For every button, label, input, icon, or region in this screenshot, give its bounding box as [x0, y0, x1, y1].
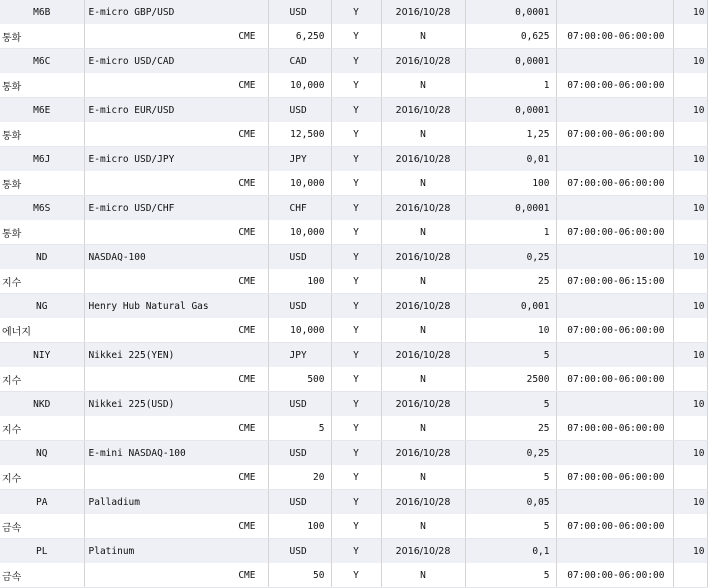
flag-y-cell: Y	[331, 49, 381, 74]
contract-size-cell: 10,000	[268, 73, 331, 98]
symbol-code-cell: M6B	[0, 0, 84, 24]
date-cell: 2016/10/28	[381, 294, 465, 319]
tick-size-cell: 0,1	[465, 539, 556, 564]
asset-class-cell: 금속	[0, 514, 84, 539]
currency-cell: USD	[268, 490, 331, 515]
table-row[interactable]	[0, 465, 707, 490]
trading-hours-cell: 07:00:00-06:00:00	[556, 318, 673, 343]
flag-y-cell: Y	[331, 98, 381, 123]
tick-size-cell: 0,001	[465, 294, 556, 319]
exchange-cell: CME	[84, 416, 268, 441]
date-cell: 2016/10/28	[381, 0, 465, 24]
currency-cell: JPY	[268, 147, 331, 172]
exchange-cell: CME	[84, 73, 268, 98]
currency-cell: USD	[268, 441, 331, 466]
trading-hours-cell: 07:00:00-06:00:00	[556, 514, 673, 539]
flag-y-cell: Y	[331, 318, 381, 343]
currency-cell: USD	[268, 539, 331, 564]
flag-y-cell: Y	[331, 147, 381, 172]
date-cell: 2016/10/28	[381, 245, 465, 270]
tick-value-cell: 10	[465, 318, 556, 343]
exchange-cell: CME	[84, 24, 268, 49]
exchange-cell: CME	[84, 367, 268, 392]
flag-n-cell: N	[381, 416, 465, 441]
tick-value-cell: 1	[465, 220, 556, 245]
symbol-code-cell: M6C	[0, 49, 84, 74]
table-row[interactable]	[0, 245, 707, 270]
asset-class-cell: 통화	[0, 171, 84, 196]
flag-y-cell: Y	[331, 539, 381, 564]
currency-cell: USD	[268, 245, 331, 270]
table-row[interactable]	[0, 196, 707, 221]
table-row[interactable]	[0, 122, 707, 147]
date-cell: 2016/10/28	[381, 98, 465, 123]
table-row[interactable]	[0, 24, 707, 49]
table-row[interactable]	[0, 563, 707, 588]
symbol-code-cell: ND	[0, 245, 84, 270]
tick-size-cell: 5	[465, 392, 556, 417]
contract-size-cell: 10,000	[268, 171, 331, 196]
symbol-code-cell: PL	[0, 539, 84, 564]
flag-n-cell: N	[381, 220, 465, 245]
table-row[interactable]	[0, 343, 707, 368]
empty-cell	[556, 49, 673, 74]
product-name-cell: E-micro GBP/USD	[84, 0, 268, 24]
empty-cell	[673, 24, 707, 49]
currency-cell: USD	[268, 392, 331, 417]
asset-class-cell: 통화	[0, 122, 84, 147]
date-cell: 2016/10/28	[381, 343, 465, 368]
exchange-cell: CME	[84, 465, 268, 490]
asset-class-cell: 에너지	[0, 318, 84, 343]
tick-size-cell: 0,01	[465, 147, 556, 172]
flag-y-cell: Y	[331, 269, 381, 294]
contract-size-cell: 20	[268, 465, 331, 490]
empty-cell	[556, 245, 673, 270]
empty-cell	[673, 514, 707, 539]
contract-size-cell: 12,500	[268, 122, 331, 147]
flag-y-cell: Y	[331, 245, 381, 270]
tick-size-cell: 0,0001	[465, 196, 556, 221]
trading-hours-cell: 07:00:00-06:00:00	[556, 24, 673, 49]
date-cell: 2016/10/28	[381, 147, 465, 172]
contract-size-cell: 500	[268, 367, 331, 392]
symbol-code-cell: NKD	[0, 392, 84, 417]
contract-size-cell: 50	[268, 563, 331, 588]
flag-y-cell: Y	[331, 220, 381, 245]
tick-size-cell: 0,0001	[465, 0, 556, 24]
last-value-cell: 10	[673, 539, 707, 564]
trading-hours-cell: 07:00:00-06:00:00	[556, 171, 673, 196]
tick-value-cell: 25	[465, 269, 556, 294]
exchange-cell: CME	[84, 514, 268, 539]
asset-class-cell: 통화	[0, 24, 84, 49]
contract-size-cell: 100	[268, 269, 331, 294]
exchange-cell: CME	[84, 122, 268, 147]
trading-hours-cell: 07:00:00-06:00:00	[556, 73, 673, 98]
flag-y-cell: Y	[331, 563, 381, 588]
exchange-cell: CME	[84, 563, 268, 588]
last-value-cell: 10	[673, 0, 707, 24]
date-cell: 2016/10/28	[381, 392, 465, 417]
asset-class-cell: 금속	[0, 563, 84, 588]
empty-cell	[556, 294, 673, 319]
empty-cell	[673, 416, 707, 441]
last-value-cell: 10	[673, 245, 707, 270]
contract-size-cell: 6,250	[268, 24, 331, 49]
last-value-cell: 10	[673, 441, 707, 466]
trading-hours-cell: 07:00:00-06:00:00	[556, 563, 673, 588]
tick-value-cell: 1,25	[465, 122, 556, 147]
empty-cell	[556, 0, 673, 24]
empty-cell	[673, 269, 707, 294]
table-row[interactable]	[0, 73, 707, 98]
tick-size-cell: 0,0001	[465, 98, 556, 123]
flag-y-cell: Y	[331, 367, 381, 392]
product-name-cell: Palladium	[84, 490, 268, 515]
tick-size-cell: 0,25	[465, 441, 556, 466]
flag-n-cell: N	[381, 563, 465, 588]
product-name-cell: E-micro USD/CHF	[84, 196, 268, 221]
flag-n-cell: N	[381, 367, 465, 392]
flag-y-cell: Y	[331, 416, 381, 441]
tick-size-cell: 0,25	[465, 245, 556, 270]
empty-cell	[556, 490, 673, 515]
flag-y-cell: Y	[331, 465, 381, 490]
trading-hours-cell: 07:00:00-06:00:00	[556, 122, 673, 147]
table-row[interactable]	[0, 514, 707, 539]
last-value-cell: 10	[673, 392, 707, 417]
contract-size-cell: 10,000	[268, 220, 331, 245]
flag-n-cell: N	[381, 24, 465, 49]
trading-hours-cell: 07:00:00-06:00:00	[556, 367, 673, 392]
currency-cell: JPY	[268, 343, 331, 368]
product-name-cell: E-micro EUR/USD	[84, 98, 268, 123]
flag-y-cell: Y	[331, 0, 381, 24]
flag-n-cell: N	[381, 514, 465, 539]
table-row[interactable]	[0, 269, 707, 294]
product-name-cell: E-mini NASDAQ-100	[84, 441, 268, 466]
exchange-cell: CME	[84, 171, 268, 196]
last-value-cell: 10	[673, 98, 707, 123]
empty-cell	[556, 98, 673, 123]
contract-size-cell: 5	[268, 416, 331, 441]
tick-value-cell: 2500	[465, 367, 556, 392]
symbol-code-cell: NQ	[0, 441, 84, 466]
contract-size-cell: 100	[268, 514, 331, 539]
currency-cell: USD	[268, 294, 331, 319]
last-value-cell: 10	[673, 49, 707, 74]
flag-n-cell: N	[381, 318, 465, 343]
table-row[interactable]	[0, 220, 707, 245]
flag-y-cell: Y	[331, 490, 381, 515]
flag-y-cell: Y	[331, 392, 381, 417]
last-value-cell: 10	[673, 294, 707, 319]
tick-size-cell: 0,0001	[465, 49, 556, 74]
empty-cell	[556, 392, 673, 417]
flag-n-cell: N	[381, 465, 465, 490]
empty-cell	[673, 122, 707, 147]
flag-n-cell: N	[381, 171, 465, 196]
product-name-cell: Platinum	[84, 539, 268, 564]
trading-hours-cell: 07:00:00-06:15:00	[556, 269, 673, 294]
table-row[interactable]	[0, 416, 707, 441]
exchange-cell: CME	[84, 269, 268, 294]
currency-cell: CAD	[268, 49, 331, 74]
exchange-cell: CME	[84, 318, 268, 343]
symbol-code-cell: M6E	[0, 98, 84, 123]
trading-hours-cell: 07:00:00-06:00:00	[556, 220, 673, 245]
asset-class-cell: 지수	[0, 465, 84, 490]
tick-value-cell: 100	[465, 171, 556, 196]
symbol-code-cell: PA	[0, 490, 84, 515]
last-value-cell: 10	[673, 196, 707, 221]
empty-cell	[556, 196, 673, 221]
empty-cell	[556, 147, 673, 172]
table-row[interactable]	[0, 147, 707, 172]
flag-n-cell: N	[381, 122, 465, 147]
exchange-cell: CME	[84, 220, 268, 245]
tick-value-cell: 5	[465, 514, 556, 539]
table-row[interactable]	[0, 0, 707, 24]
table-row[interactable]	[0, 490, 707, 515]
flag-y-cell: Y	[331, 73, 381, 98]
asset-class-cell: 지수	[0, 269, 84, 294]
asset-class-cell: 통화	[0, 73, 84, 98]
asset-class-cell: 지수	[0, 416, 84, 441]
table-row[interactable]	[0, 98, 707, 123]
trading-hours-cell: 07:00:00-06:00:00	[556, 465, 673, 490]
date-cell: 2016/10/28	[381, 441, 465, 466]
empty-cell	[673, 318, 707, 343]
tick-size-cell: 0,05	[465, 490, 556, 515]
empty-cell	[673, 465, 707, 490]
empty-cell	[673, 220, 707, 245]
empty-cell	[556, 343, 673, 368]
flag-y-cell: Y	[331, 196, 381, 221]
empty-cell	[673, 367, 707, 392]
table-row[interactable]	[0, 392, 707, 417]
symbol-code-cell: M6J	[0, 147, 84, 172]
date-cell: 2016/10/28	[381, 49, 465, 74]
empty-cell	[673, 73, 707, 98]
tick-value-cell: 5	[465, 465, 556, 490]
table-row[interactable]	[0, 441, 707, 466]
last-value-cell: 10	[673, 343, 707, 368]
flag-y-cell: Y	[331, 343, 381, 368]
tick-value-cell: 0,625	[465, 24, 556, 49]
flag-n-cell: N	[381, 73, 465, 98]
empty-cell	[556, 539, 673, 564]
flag-y-cell: Y	[331, 441, 381, 466]
symbol-code-cell: NG	[0, 294, 84, 319]
currency-cell: CHF	[268, 196, 331, 221]
empty-cell	[673, 563, 707, 588]
last-value-cell: 10	[673, 490, 707, 515]
product-name-cell: Nikkei 225(YEN)	[84, 343, 268, 368]
currency-cell: USD	[268, 0, 331, 24]
empty-cell	[673, 171, 707, 196]
flag-y-cell: Y	[331, 514, 381, 539]
product-name-cell: NASDAQ-100	[84, 245, 268, 270]
empty-cell	[556, 441, 673, 466]
table-row[interactable]	[0, 539, 707, 564]
date-cell: 2016/10/28	[381, 490, 465, 515]
table-row[interactable]	[0, 49, 707, 74]
product-name-cell: Nikkei 225(USD)	[84, 392, 268, 417]
symbol-code-cell: M6S	[0, 196, 84, 221]
last-value-cell: 10	[673, 147, 707, 172]
product-name-cell: E-micro USD/JPY	[84, 147, 268, 172]
flag-y-cell: Y	[331, 171, 381, 196]
currency-cell: USD	[268, 98, 331, 123]
flag-n-cell: N	[381, 269, 465, 294]
table-row[interactable]	[0, 171, 707, 196]
flag-y-cell: Y	[331, 122, 381, 147]
flag-y-cell: Y	[331, 24, 381, 49]
tick-value-cell: 25	[465, 416, 556, 441]
flag-y-cell: Y	[331, 294, 381, 319]
tick-size-cell: 5	[465, 343, 556, 368]
contract-size-cell: 10,000	[268, 318, 331, 343]
product-name-cell: Henry Hub Natural Gas	[84, 294, 268, 319]
table-row[interactable]	[0, 367, 707, 392]
asset-class-cell: 통화	[0, 220, 84, 245]
tick-value-cell: 1	[465, 73, 556, 98]
symbol-code-cell: NIY	[0, 343, 84, 368]
date-cell: 2016/10/28	[381, 539, 465, 564]
date-cell: 2016/10/28	[381, 196, 465, 221]
trading-hours-cell: 07:00:00-06:00:00	[556, 416, 673, 441]
table-row[interactable]	[0, 318, 707, 343]
tick-value-cell: 5	[465, 563, 556, 588]
product-name-cell: E-micro USD/CAD	[84, 49, 268, 74]
table-row[interactable]	[0, 294, 707, 319]
asset-class-cell: 지수	[0, 367, 84, 392]
